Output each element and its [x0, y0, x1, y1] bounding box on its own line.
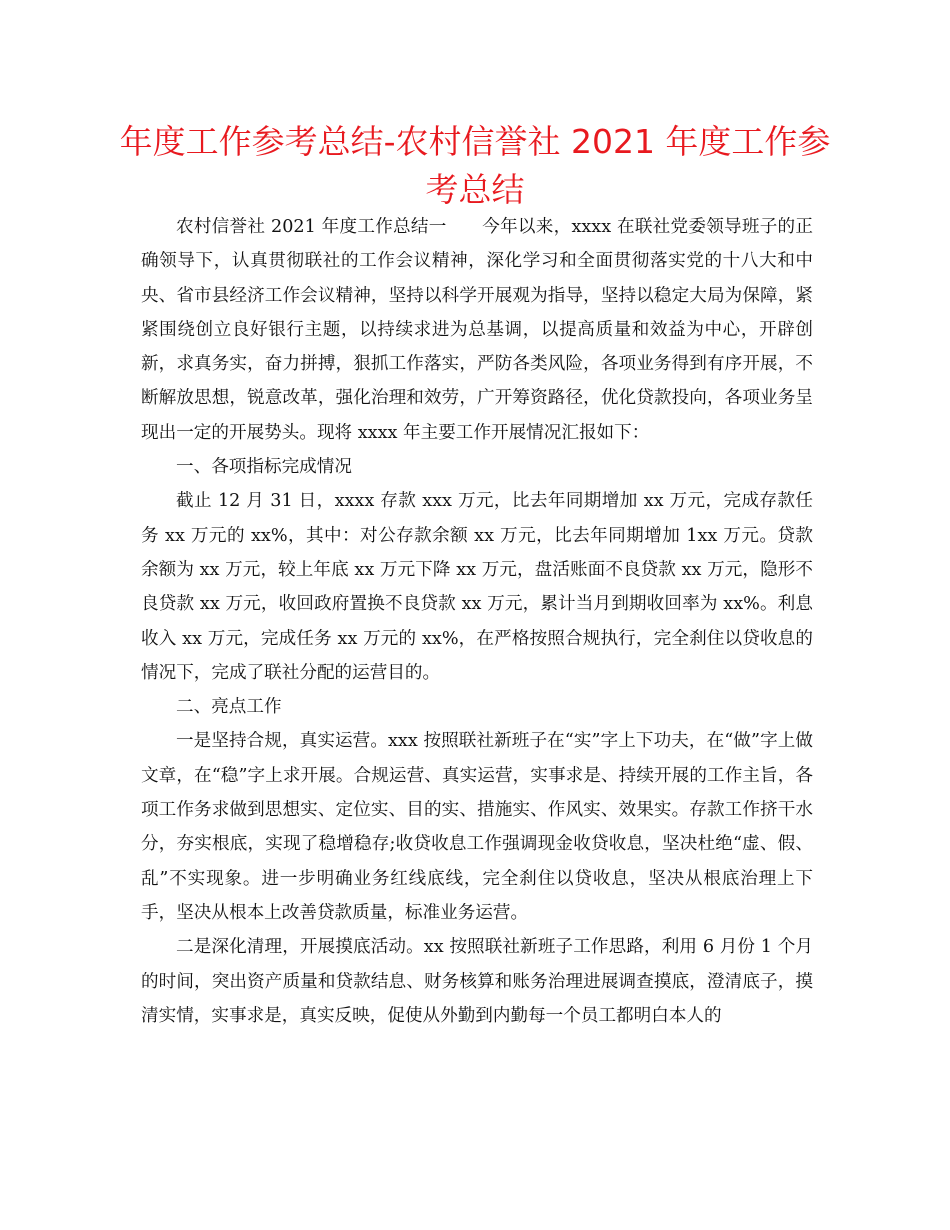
section-heading-2: 二、亮点工作: [176, 697, 282, 718]
paragraph-compliance: 一是坚持合规，真实运营。xxx 按照联社新班子在“实”字上下功夫，在“做”字上做文章，在“稳”字上求开展。合规运营、真实运营，实事求是、持续开展的工作主旨，各项工作务求做到思想实、定位实、目的实、措施实、作风实、效果实。存款工作挤干水分，夯实根底，实现了稳增稳存;收贷收息工作强调现金收贷收息，坚决杜绝“虚、假、乱”不实现象。进一步明确业务红线底线，完全刹住以贷收息，坚决从根底治理上下手，坚决从根本上改善贷款质量，标准业务运营。: [141, 731, 813, 923]
title-line-2: 考总结: [425, 170, 525, 209]
title-line-1: 年度工作参考总结-农村信誉社 2021 年度工作参: [119, 122, 831, 161]
document-title: [100, 118, 850, 214]
paragraph-cleanup: 二是深化清理，开展摸底活动。xx 按照联社新班子工作思路，利用 6 月份 1 个月的时间，突出资产质量和贷款结息、财务核算和账务治理进展调查摸底，澄清底子，摸清实情，实事求是，真实反映，促使从外勤到内勤每一个员工都明白本人的: [141, 937, 813, 1026]
paragraph-intro: 农村信誉社 2021 年度工作总结一 今年以来，xxxx 在联社党委领导班子的正确领导下，认真贯彻联社的工作会议精神，深化学习和全面贯彻落实党的十八大和中央、省市县经济工作会议精神，坚持以科学开展观为指导，坚持以稳定大局为保障，紧紧围绕创立良好银行主题，以持续求进为总基调，以提高质量和效益为中心，开辟创新，求真务实，奋力拼搏，狠抓工作落实，严防各类风险，各项业务得到有序开展，不断解放思想，锐意改革，强化治理和效劳，广开筹资路径，优化贷款投向，各项业务呈现出一定的开展势头。现将 xxxx 年主要工作开展情况汇报如下：: [141, 217, 813, 443]
document-body: [141, 210, 813, 1033]
section-heading-1: 一、各项指标完成情况: [176, 457, 352, 478]
paragraph-indicators: 截止 12 月 31 日，xxxx 存款 xxx 万元，比去年同期增加 xx 万元，完成存款任务 xx 万元的 xx%，其中：对公存款余额 xx 万元，比去年同期增加 1xx 万元。贷款余额为 xx 万元，较上年底 xx 万元下降 xx 万元，盘活账面不良贷款 xx 万元，隐形不良贷款 xx 万元，收回政府置换不良贷款 xx 万元，累计当月到期收回率为 xx%。利息收入 xx 万元，完成任务 xx 万元的 xx%，在严格按照合规执行，完全刹住以贷收息的情况下，完成了联社分配的运营目的。: [141, 491, 813, 683]
